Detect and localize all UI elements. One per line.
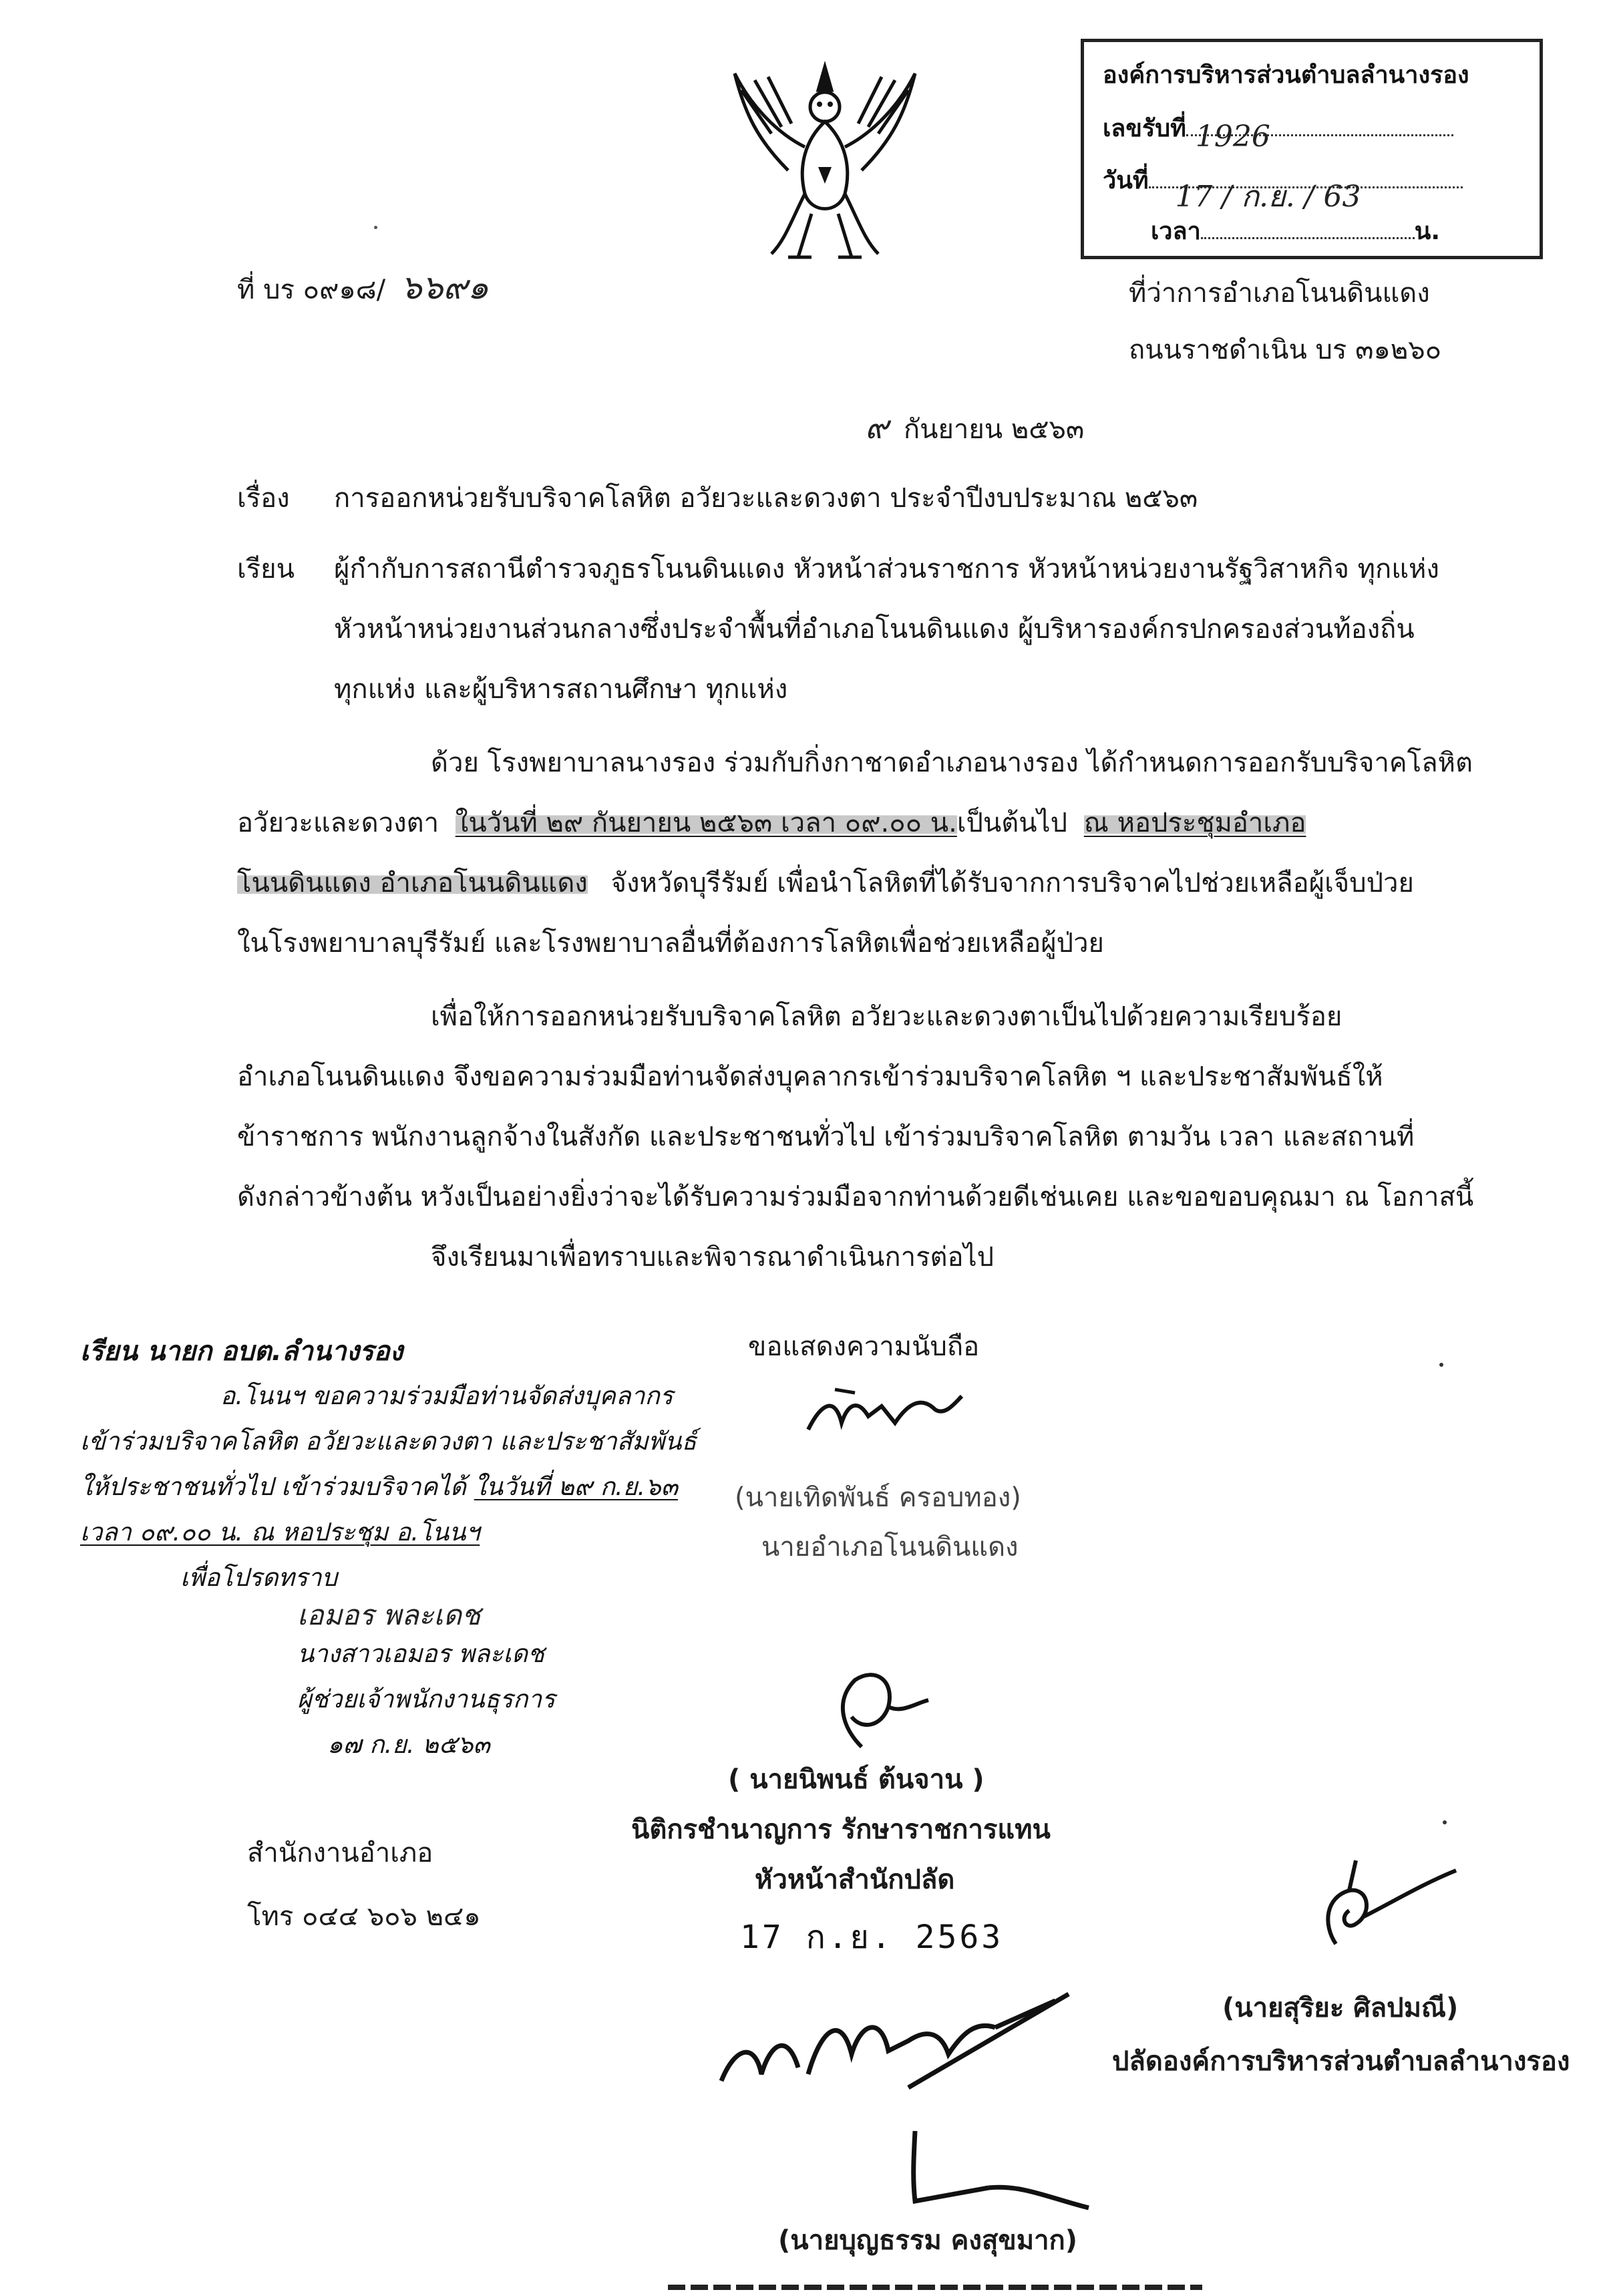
stamp-date-value: 17 / ก.ย. / 63 [1175,180,1361,214]
legal-officer-title1: นิติกรชำนาญการ รักษาราชการแทน [631,1814,1051,1845]
stamp-org: องค์การบริหารส่วนตำบลลำนางรอง [1103,61,1469,89]
para1-line2-a: อวัยวะและดวงตา [237,808,439,838]
event-venue-highlight: ณ หอประชุมอำเภอ [1083,808,1306,838]
para3-line1: จึงเรียนมาเพื่อทราบและพิจารณาดำเนินการต่อไป [431,1242,995,1273]
stamp-date-label: วันที่ [1103,167,1149,194]
note-line6: เพื่อโปรดทราบ [180,1563,338,1592]
note-line5: เวลา ๐๙.๐๐ น. ณ หอประชุม อ.โนนฯ [80,1518,480,1546]
footer-office-phone: โทร ๐๔๔ ๖๐๖ ๒๔๑ [247,1901,481,1932]
legal-officer-name: ( นายนิพนธ์ ต้นจาน ) [728,1764,985,1795]
stamp-receipt-row [1103,109,1453,154]
chief-signature [895,2124,1095,2218]
para2-line3: ข้าราชการ พนักงานลูกจ้างในสังกัด และประชาชนทั่วไป เข้าร่วมบริจาคโลหิต ตามวัน เวลา และสถานที่ [237,1122,1415,1152]
overlap-signature [708,1987,1082,2101]
recipient-line2: หัวหน้าหน่วยงานส่วนกลางซึ่งประจำพื้นที่อำเภอโนนดินแดง ผู้บริหารองค์กรปกครองส่วนท้องถิ่น [334,614,1415,645]
reference-line [237,267,489,307]
event-date-highlight: ในวันที่ ๒๙ กันยายน ๒๕๖๓ เวลา ๐๙.๐๐ น. [455,808,957,838]
clerk-signature: เอมอร พละเดช [297,1599,481,1631]
deputy-title: ปลัดองค์การบริหารส่วนตำบลลำนางรอง [1112,2046,1570,2077]
received-date-stamp: 17 ก.ย. 2563 [740,1919,1004,1956]
note-line4-a: ให้ประชาชนทั่วไป เข้าร่วมบริจาคได้ [80,1472,466,1501]
scan-speck [1439,1363,1443,1367]
scan-speck [374,226,377,229]
reference-number-handwritten: ๖๖๙๑ [400,268,489,307]
closing-signer-title: นายอำเภอโนนดินแดง [761,1532,1019,1563]
legal-officer-title2: หัวหน้าสำนักปลัด [755,1864,955,1895]
clerk-name: นางสาวเอมอร พละเดช [297,1639,545,1668]
office-address-line2: ถนนราชดำเนิน บร ๓๑๒๖๐ [1129,335,1442,365]
garuda-emblem-icon [725,53,925,274]
stamp-time-unit: น. [1414,218,1441,245]
deputy-name: (นายสุริยะ ศิลปมณี) [1222,1993,1459,2023]
stamp-time-label: เวลา [1151,218,1201,245]
receipt-stamp [1081,39,1543,259]
stamp-receipt-label: เลขรับที่ [1103,115,1186,142]
letter-date [865,409,1084,448]
note-line3: เข้าร่วมบริจาคโลหิต อวัยวะและดวงตา และประชาสัมพันธ์ [80,1427,697,1456]
para2-line2: อำเภอโนนดินแดง จึงขอความร่วมมือท่านจัดส่งบุคลากรเข้าร่วมบริจาคโลหิต ฯ และประชาสัมพันธ์ให้ [237,1061,1383,1092]
recipient-line3: ทุกแห่ง และผู้บริหารสถานศึกษา ทุกแห่ง [334,674,788,705]
para1-line1: ด้วย โรงพยาบาลนางรอง ร่วมกับกิ่งกาชาดอำเภอนางรอง ได้กำหนดการออกรับบริจาคโลหิต [431,748,1473,778]
note-line2: อ.โนนฯ ขอความร่วมมือท่านจัดส่งบุคลากร [220,1381,673,1410]
scan-speck [1443,1820,1447,1824]
stamp-date-row [1103,161,1463,214]
reference-prefix: ที่ บร ๐๙๑๘/ [237,275,386,305]
para2-line4: ดังกล่าวข้างต้น หวังเป็นอย่างยิ่งว่าจะได้รับความร่วมมือจากท่านด้วยดีเช่นเคย และขอขอบคุณมา ณ โอกาสนี้ [237,1182,1474,1212]
para1-line3 [237,867,1414,899]
recipient-label: เรียน [237,554,295,585]
clerk-title: ผู้ช่วยเจ้าพนักงานธุรการ [297,1685,556,1713]
closing-regards: ขอแสดงความนับถือ [748,1331,980,1362]
closing-signer-name: (นายเทิดพันธ์ ครอบทอง) [735,1482,1021,1513]
para1-line3-b: จังหวัดบุรีรัมย์ เพื่อนำโลหิตที่ได้รับจากการบริจาคไปช่วยเหลือผู้เจ็บป่วย [610,868,1414,898]
chief-name: (นายบุญธรรม คงสุขมาก) [778,2225,1078,2256]
recipient-line1: ผู้กำกับการสถานีตำรวจภูธรโนนดินแดง หัวหน้าส่วนราชการ หัวหน้าหน่วยงานรัฐวิสาหกิจ ทุกแห่ง [334,554,1439,585]
letter-date-day: ๙ [865,409,889,446]
para1-line4: ในโรงพยาบาลบุรีรัมย์ และโรงพยาบาลอื่นที่ต้องการโลหิตเพื่อช่วยเหลือผู้ป่วย [237,928,1104,959]
clerk-date: ๑๗ ก.ย. ๒๕๖๓ [327,1730,490,1759]
stamp-receipt-value: 1926 [1195,120,1270,154]
chief-title-cutoff [668,2278,1202,2291]
para1-line2-c: เป็นต้นไป [956,808,1068,838]
subject-label: เรื่อง [237,483,290,514]
office-address-line1: ที่ว่าการอำเภอโนนดินแดง [1129,278,1430,309]
letter-date-rest: กันยายน ๒๕๖๓ [903,414,1085,445]
para2-line1: เพื่อให้การออกหน่วยรับบริจาคโลหิต อวัยวะและดวงตาเป็นไปด้วยความเรียบร้อย [431,1001,1343,1032]
stamp-time-row [1151,212,1440,250]
deputy-signature [1309,1850,1463,1957]
note-line4-b: ในวันที่ ๒๙ ก.ย.๖๓ [474,1472,678,1501]
footer-office-name: สำนักงานอำเภอ [247,1838,433,1868]
note-line1: เรียน นายก อบต.ลำนางรอง [80,1336,403,1367]
note-line4 [80,1467,678,1506]
district-chief-signature [795,1376,968,1450]
subject-text: การออกหน่วยรับบริจาคโลหิต อวัยวะและดวงตา ประจำปีงบประมาณ ๒๕๖๓ [334,483,1198,514]
event-venue-highlight-cont: โนนดินแดง อำเภอโนนดินแดง [237,868,588,898]
para1-line2 [237,807,1306,839]
legal-officer-signature [822,1667,935,1754]
